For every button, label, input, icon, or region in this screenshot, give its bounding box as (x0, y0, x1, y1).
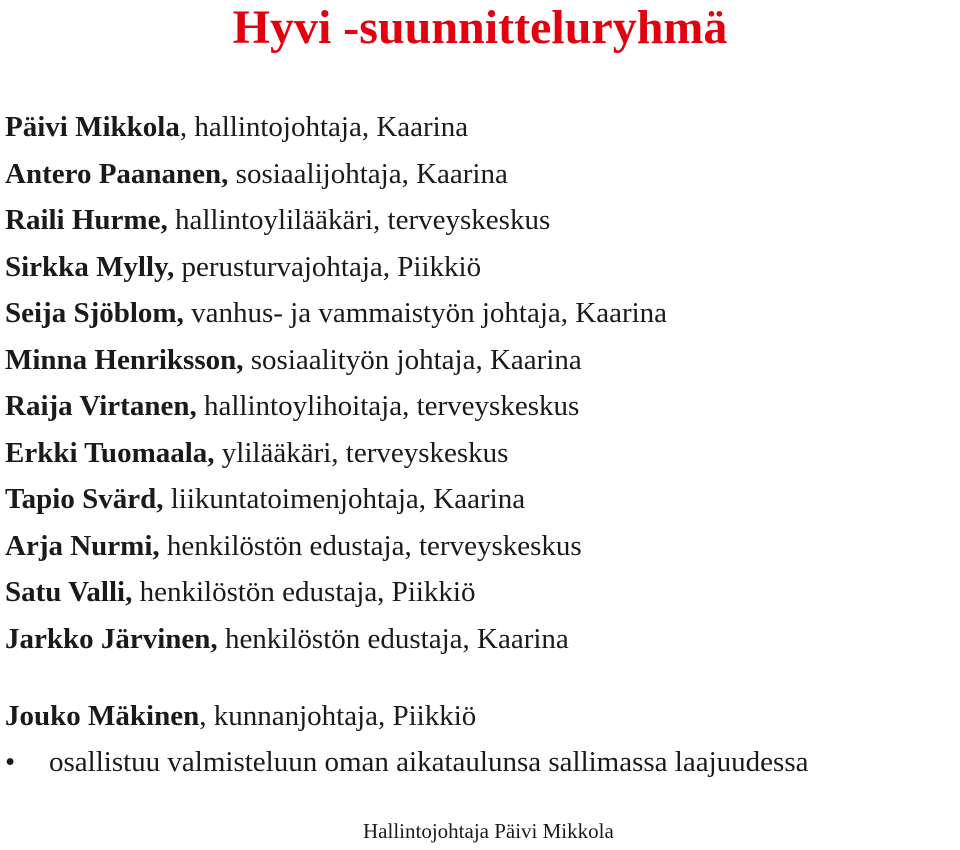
list-item (5, 151, 667, 198)
member-name: Jarkko Järvinen, (5, 622, 218, 655)
member-name: Erkki Tuomaala, (5, 436, 215, 469)
member-role: vanhus- ja vammaistyön johtaja, Kaarina (183, 297, 668, 329)
member-name: Arja Nurmi, (5, 529, 160, 562)
member-role: hallintoylihoitaja, terveyskeskus (196, 390, 580, 422)
list-item (5, 569, 667, 616)
lead-role: , kunnanjohtaja, Piikkiö (199, 700, 477, 732)
member-role: perusturvajohtaja, Piikkiö (174, 250, 482, 283)
list-item (5, 523, 667, 570)
list-item (5, 383, 667, 430)
lead-line (5, 693, 476, 739)
member-role: henkilöstön edustaja, terveyskeskus (159, 529, 582, 562)
member-role: sosiaalityön johtaja, Kaarina (243, 343, 582, 376)
list-item (5, 476, 667, 523)
list-item (5, 337, 667, 384)
member-role: , hallintojohtaja, Kaarina (179, 111, 469, 143)
list-item (5, 290, 667, 337)
member-name: Raija Virtanen, (5, 390, 197, 422)
list-item (5, 430, 667, 477)
member-name: Sirkka Mylly, (5, 250, 175, 283)
member-role: liikuntatoimenjohtaja, Kaarina (163, 483, 526, 515)
page-title: Hyvi -suunnitteluryhmä (232, 1, 728, 54)
list-item (5, 244, 667, 291)
footer-text: Hallintojohtaja Päivi Mikkola (363, 819, 614, 843)
note-bullet-item (5, 739, 808, 785)
list-item (5, 104, 667, 151)
member-name: Antero Paananen, (5, 157, 229, 190)
member-name: Satu Valli, (5, 576, 133, 608)
member-role: ylilääkäri, terveyskeskus (214, 436, 509, 469)
note-text: osallistuu valmisteluun oman aikataulunsa sallimassa laajuudessa (49, 746, 809, 778)
member-name: Seija Sjöblom, (5, 297, 184, 329)
member-role: hallintoylilääkäri, terveyskeskus (167, 204, 551, 236)
member-name: Päivi Mikkola (5, 111, 180, 143)
list-item (5, 616, 667, 663)
bullet-icon: • (5, 746, 16, 778)
list-item (5, 197, 667, 244)
member-name: Tapio Svärd, (5, 483, 164, 515)
member-role: henkilöstön edustaja, Kaarina (217, 622, 569, 655)
member-list (5, 104, 667, 662)
lead-name: Jouko Mäkinen (5, 700, 200, 732)
member-role: henkilöstön edustaja, Piikkiö (132, 576, 476, 608)
member-role: sosiaalijohtaja, Kaarina (228, 157, 508, 190)
member-name: Minna Henriksson, (5, 343, 244, 376)
member-name: Raili Hurme, (5, 204, 168, 236)
